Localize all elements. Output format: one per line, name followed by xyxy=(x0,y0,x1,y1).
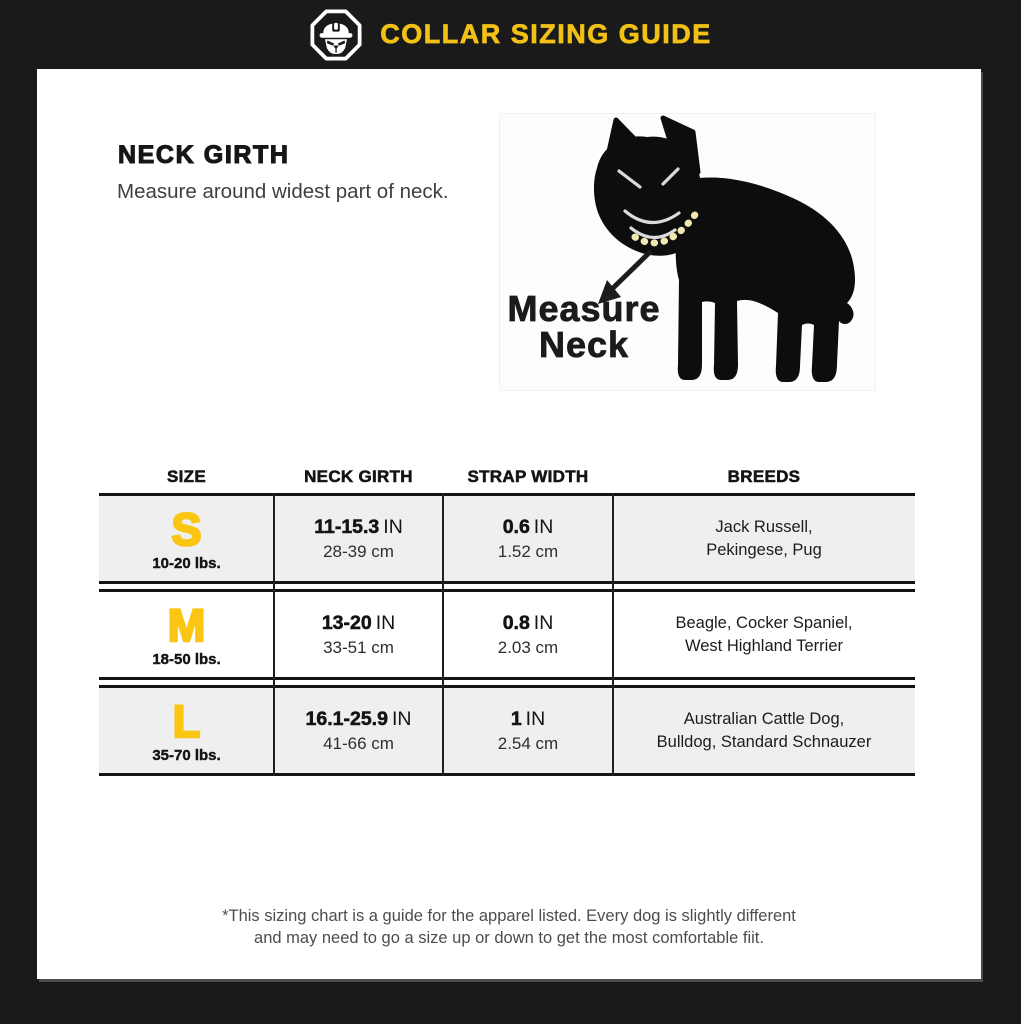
strap-width-cell xyxy=(443,688,613,773)
neck-girth-cell xyxy=(274,688,443,773)
breeds-line1: Australian Cattle Dog, xyxy=(683,710,845,729)
measure-neck-label-line2: Neck xyxy=(538,324,630,365)
size-cell xyxy=(99,496,274,581)
column-header-strap-width: STRAP WIDTH xyxy=(467,466,589,486)
page-title: COLLAR SIZING GUIDE xyxy=(380,19,712,49)
column-divider xyxy=(273,493,275,776)
neck-girth-in: 11-15.3 xyxy=(314,515,380,538)
column-header-size: SIZE xyxy=(167,466,206,486)
table-header-row xyxy=(99,460,915,493)
column-header-neck-girth: NECK GIRTH xyxy=(304,466,413,486)
strap-width-unit: IN xyxy=(533,515,554,538)
sizing-disclaimer xyxy=(37,905,981,949)
neck-girth-cell xyxy=(274,592,443,677)
strap-width-in: 0.6 xyxy=(502,515,530,538)
sizing-disclaimer-line2: and may need to go a size up or down to get the most comfortable fiit. xyxy=(254,929,764,948)
neck-girth-heading: NECK GIRTH xyxy=(118,141,290,169)
content-panel xyxy=(37,69,981,979)
weight-range: 18-50 lbs. xyxy=(152,651,221,669)
french-bulldog-silhouette-image xyxy=(500,114,875,390)
top-header-bar xyxy=(0,0,1021,69)
breeds-line2: Pekingese, Pug xyxy=(706,540,822,559)
table-row-size-l xyxy=(99,685,915,776)
fire-helmet-dog-octagon-icon xyxy=(309,8,363,62)
breeds-cell xyxy=(613,496,915,581)
strap-width-unit: IN xyxy=(533,611,554,634)
neck-girth-cm: 41-66 cm xyxy=(323,733,394,753)
neck-girth-unit: IN xyxy=(391,707,412,730)
strap-width-cm: 1.52 cm xyxy=(497,541,559,561)
size-letter: L xyxy=(172,695,201,747)
strap-width-unit: IN xyxy=(525,707,546,730)
table-row-size-s xyxy=(99,493,915,584)
size-cell xyxy=(99,688,274,773)
neck-girth-unit: IN xyxy=(383,515,403,538)
size-letter: M xyxy=(167,599,206,651)
column-header-breeds: BREEDS xyxy=(727,466,801,486)
strap-width-cm: 2.03 cm xyxy=(497,637,559,657)
size-cell xyxy=(99,592,274,677)
measure-neck-label-line1: Measure xyxy=(507,288,661,329)
column-divider xyxy=(442,493,444,776)
breeds-line1: Jack Russell, xyxy=(715,518,813,537)
neck-girth-cell xyxy=(274,496,443,581)
collar-size-table xyxy=(99,460,915,781)
neck-girth-subheading: Measure around widest part of neck. xyxy=(117,180,449,203)
breeds-line2: West Highland Terrier xyxy=(684,636,844,655)
strap-width-cm: 2.54 cm xyxy=(497,733,559,753)
breeds-line1: Beagle, Cocker Spaniel, xyxy=(675,614,853,633)
table-body xyxy=(99,493,915,776)
weight-range: 35-70 lbs. xyxy=(152,747,221,765)
size-letter: S xyxy=(171,503,202,555)
sizing-disclaimer-line1: *This sizing chart is a guide for the apparel listed. Every dog is slightly different xyxy=(222,907,796,925)
strap-width-in: 0.8 xyxy=(502,611,530,634)
neck-girth-in: 16.1-25.9 xyxy=(305,707,388,730)
neck-girth-cm: 28-39 cm xyxy=(323,541,394,561)
breeds-cell xyxy=(613,592,915,677)
neck-girth-unit: IN xyxy=(375,611,396,634)
breeds-cell xyxy=(613,688,915,773)
column-divider xyxy=(612,493,614,776)
strap-width-cell xyxy=(443,496,613,581)
table-row-size-m xyxy=(99,589,915,680)
weight-range: 10-20 lbs. xyxy=(152,555,221,573)
breeds-line2: Bulldog, Standard Schnauzer xyxy=(656,732,872,751)
neck-girth-in: 13-20 xyxy=(321,611,372,634)
strap-width-cell xyxy=(443,592,613,677)
dog-measure-figure xyxy=(500,114,875,390)
neck-girth-cm: 33-51 cm xyxy=(323,637,394,657)
strap-width-in: 1 xyxy=(510,707,522,730)
